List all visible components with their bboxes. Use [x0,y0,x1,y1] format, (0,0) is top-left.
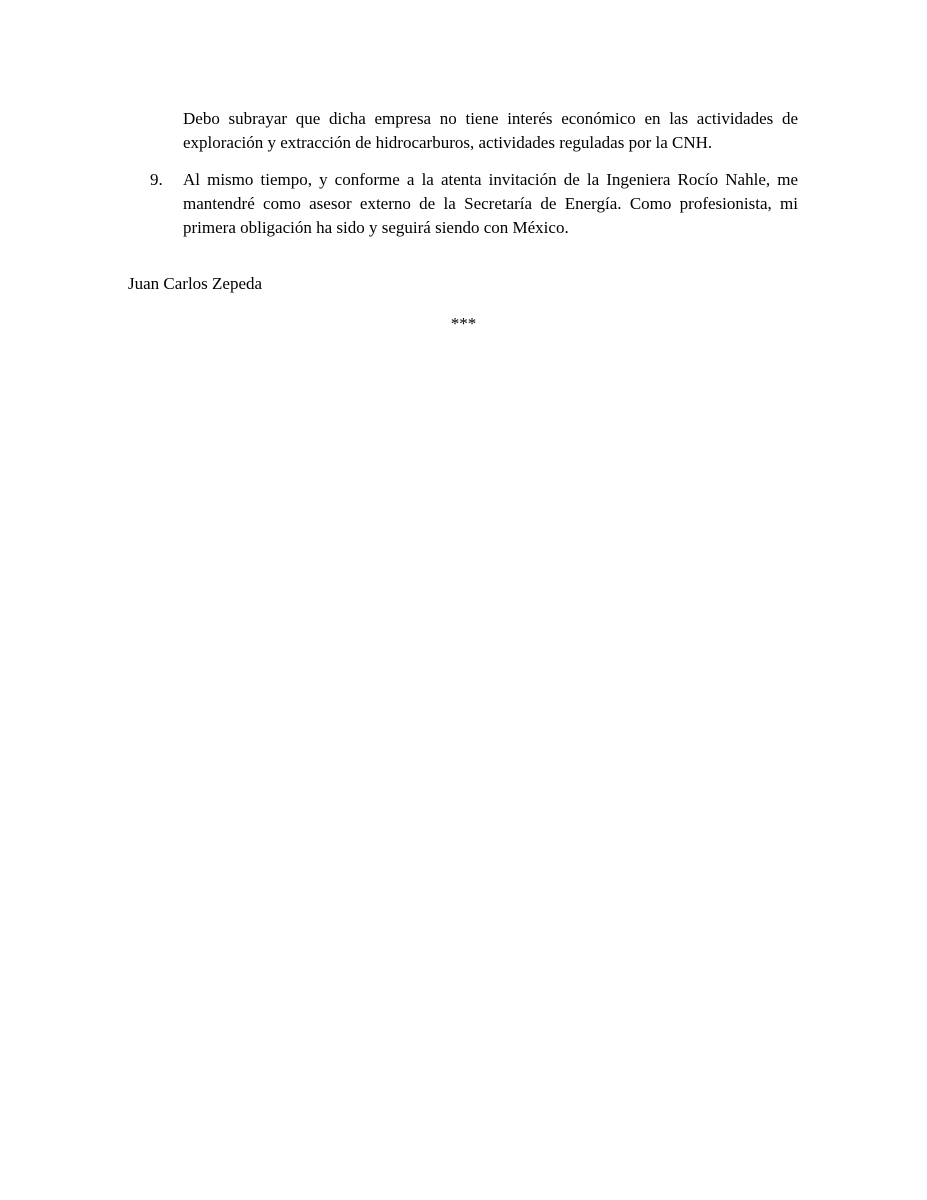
list-item-number: 9. [150,170,163,189]
list-item-text: Al mismo tiempo, y conforme a la atenta invitación de la Ingeniera Rocío Nahle, me mantendré como asesor externo de la Secretaría de Energía. Como profesionista, mi primera obligación ha sido y seguirá siendo con México. [183,170,798,237]
continued-paragraph: Debo subrayar que dicha empresa no tiene interés económico en las actividades de exploración y extracción de hidrocarburos, actividades reguladas por la CNH. [183,109,798,152]
section-separator: *** [450,314,477,333]
signature-name: Juan Carlos Zepeda [128,274,263,293]
list-item [150,168,798,240]
